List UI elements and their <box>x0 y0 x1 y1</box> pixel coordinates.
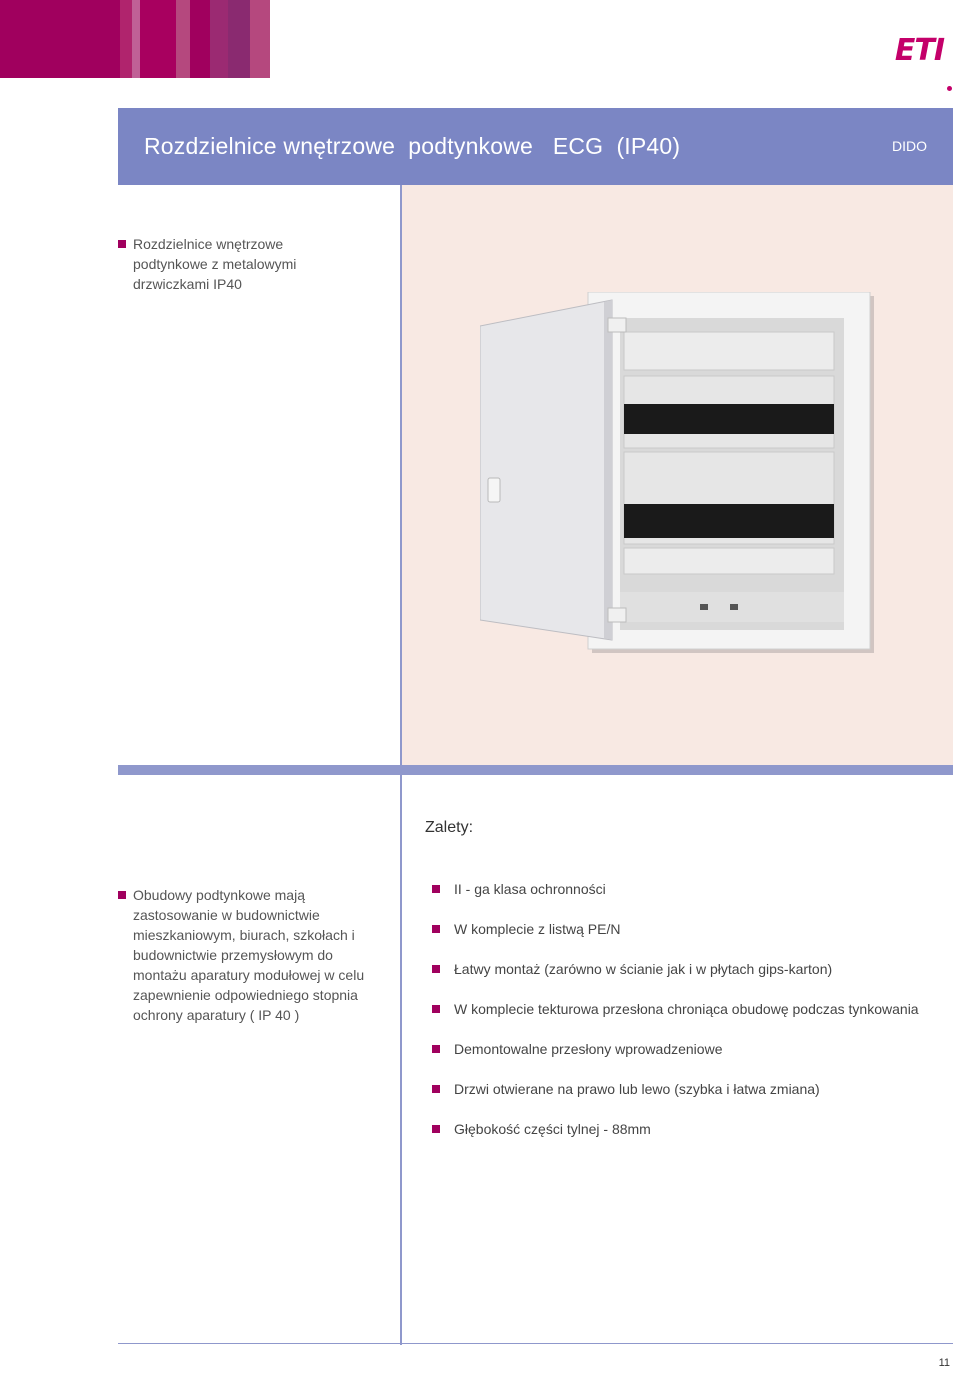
bullet-square <box>432 1085 440 1093</box>
bullet-square <box>432 1045 440 1053</box>
advantage-text: W komplecie z listwą PE/N <box>454 921 621 937</box>
stripe <box>176 0 190 78</box>
advantage-text: Głębokość części tylnej - 88mm <box>454 1121 651 1137</box>
bullet-square <box>432 885 440 893</box>
description-text: Obudowy podtynkowe mają zastosowanie w budownictwie mieszkaniowym, biurach, szkołach i budownictwie przemysłowym do montażu aparatury modułowej w celu zapewnienie odpowiedniego stopnia ochrony aparatury ( IP 40 ) <box>133 887 365 1023</box>
title-band <box>118 108 953 185</box>
advantages-list <box>432 879 932 1159</box>
list-item <box>432 919 932 939</box>
advantage-text: Demontowalne przesłony wprowadzeniowe <box>454 1041 723 1057</box>
stripe <box>140 0 176 78</box>
stripe <box>190 0 210 78</box>
list-item <box>432 1039 932 1059</box>
stripe <box>210 0 228 78</box>
product-code: DIDO <box>892 138 927 154</box>
intro-text: Rozdzielnice wnętrzowe podtynkowe z metalowymi drzwiczkami IP40 <box>133 236 297 292</box>
eti-logo: ETI <box>894 33 944 68</box>
stripe <box>0 0 120 78</box>
stripe <box>120 0 132 78</box>
list-item <box>432 879 932 899</box>
advantage-text: Drzwi otwierane na prawo lub lewo (szybka i łatwa zmiana) <box>454 1081 820 1097</box>
bullet-square <box>432 1125 440 1133</box>
header-stripes <box>0 0 270 78</box>
bullet-square <box>432 1005 440 1013</box>
advantage-text: W komplecie tekturowa przesłona chroniąca obudowę podczas tynkowania <box>454 1001 919 1017</box>
distribution-box-with-open-door-icon <box>480 292 880 662</box>
bullet-square <box>118 891 126 899</box>
advantage-text: II - ga klasa ochronności <box>454 881 606 897</box>
stripe <box>228 0 250 78</box>
stripe <box>132 0 140 78</box>
page-number: 11 <box>938 1357 950 1369</box>
list-item <box>432 1079 932 1099</box>
stripe <box>250 0 270 78</box>
section-divider <box>118 765 953 775</box>
page-title: Rozdzielnice wnętrzowe podtynkowe ECG (IP40) <box>144 133 681 159</box>
logo-dot <box>947 86 952 91</box>
product-description <box>118 885 398 1025</box>
list-item <box>432 999 932 1019</box>
bullet-square <box>432 965 440 973</box>
bullet-square <box>432 925 440 933</box>
list-item <box>432 959 932 979</box>
product-intro <box>118 234 378 294</box>
footer-rule <box>118 1343 953 1344</box>
list-item <box>432 1119 932 1139</box>
advantage-text: Łatwy montaż (zarówno w ścianie jak i w płytach gips-karton) <box>454 961 833 977</box>
bullet-square <box>118 240 126 248</box>
advantages-heading: Zalety: <box>425 819 474 836</box>
